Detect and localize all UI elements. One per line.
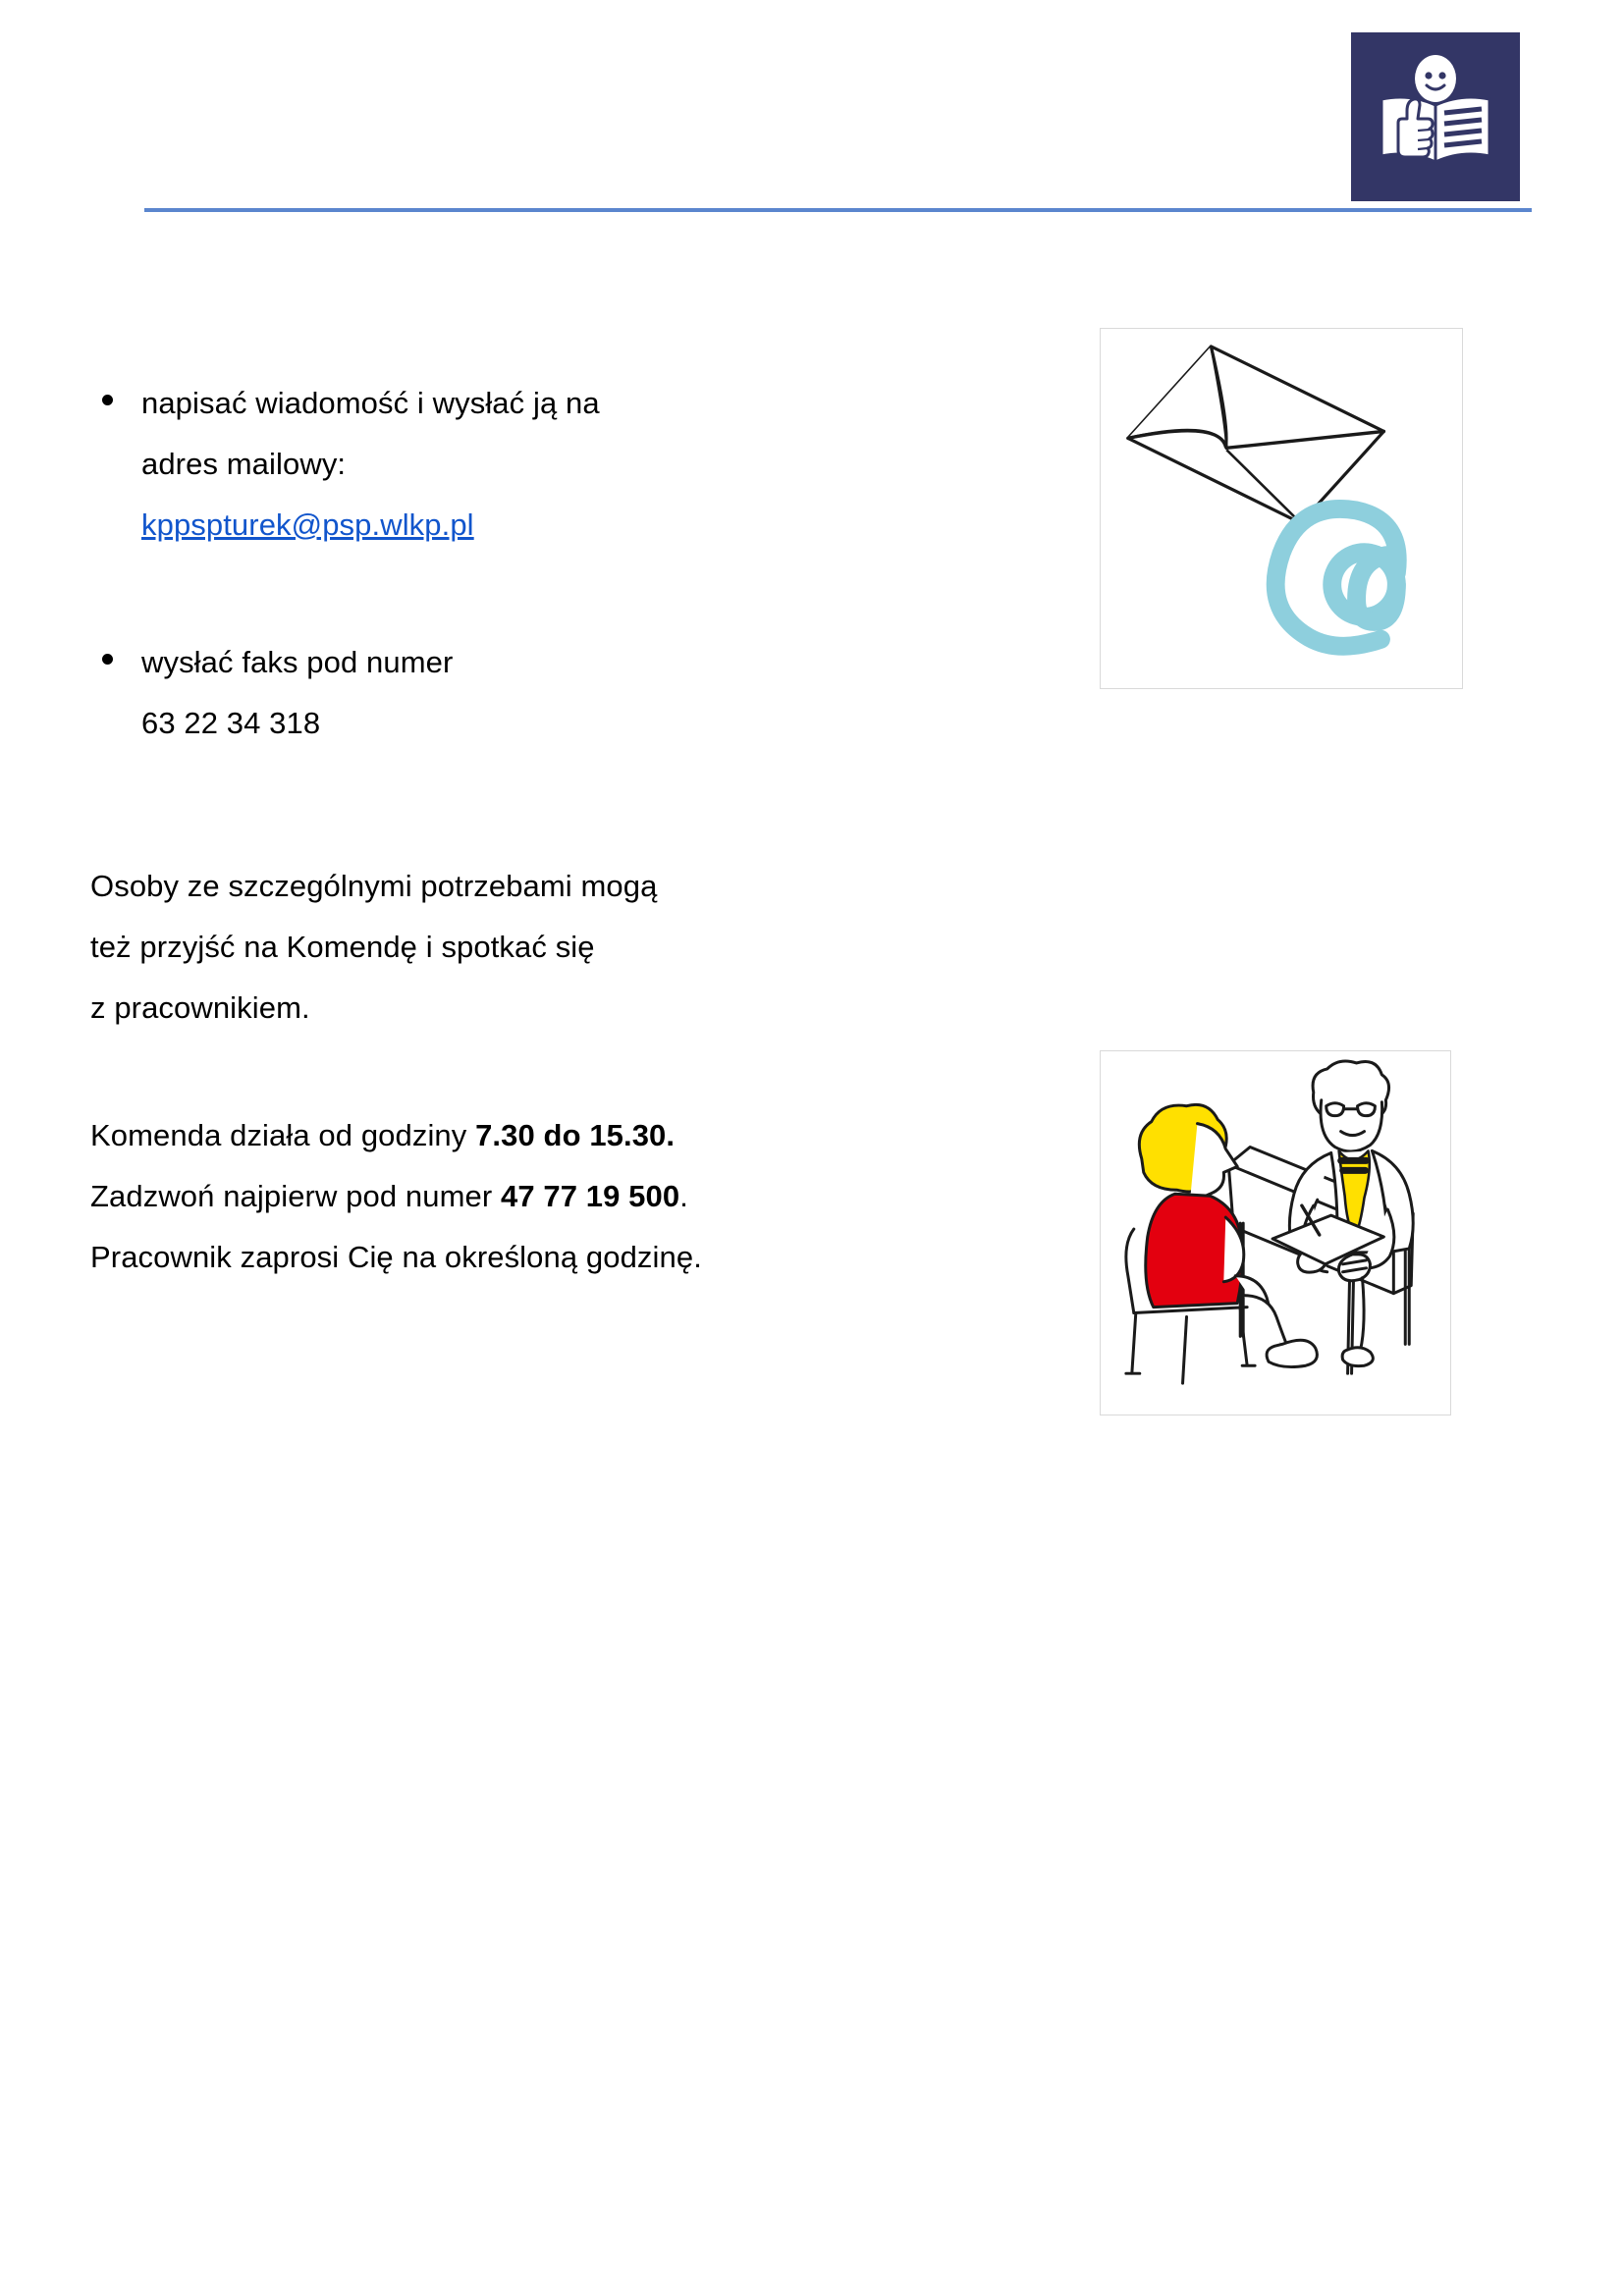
email-address-link[interactable]: kppspturek@psp.wlkp.pl [141, 507, 474, 542]
visit-line-3: z pracownikiem. [90, 990, 310, 1025]
spacer [90, 556, 974, 632]
phone-prefix: Zadzwoń najpierw pod numer [90, 1179, 501, 1213]
opening-hours-line [90, 1105, 974, 1166]
visit-line-1: Osoby ze szczególnymi potrzebami mogą [90, 869, 658, 903]
phone-number: 47 77 19 500 [500, 1179, 680, 1213]
phone-suffix: . [679, 1179, 688, 1213]
contact-methods-list [90, 373, 974, 754]
easy-to-read-logo [1351, 32, 1520, 201]
envelope-at-illustration [1100, 328, 1463, 689]
easy-to-read-logo-icon [1351, 32, 1520, 201]
phone-line [90, 1166, 974, 1227]
bullet-1-line-1: napisać wiadomość i wysłać ją na [141, 386, 600, 420]
spacer [90, 754, 974, 856]
opening-hours-prefix: Komenda działa od godziny [90, 1118, 476, 1152]
list-item [90, 373, 974, 556]
main-content [90, 373, 974, 1288]
bullet-2-line-1: wysłać faks pod numer [141, 645, 454, 679]
appointment-line: Pracownik zaprosi Cię na określoną godzinę. [90, 1240, 702, 1274]
envelope-at-icon [1101, 329, 1462, 688]
fax-number: 63 22 34 318 [141, 706, 321, 740]
spacer [90, 1039, 974, 1105]
list-item [90, 632, 974, 754]
visit-line-2: też przyjść na Komendę i spotkać się [90, 930, 595, 964]
header-divider [144, 208, 1532, 212]
visit-paragraph [90, 856, 974, 1039]
meeting-icon [1101, 1051, 1450, 1415]
bullet-1-line-2: adres mailowy: [141, 447, 347, 481]
meeting-illustration [1100, 1050, 1451, 1415]
opening-hours-value: 7.30 do 15.30. [475, 1118, 676, 1152]
email-link-line [141, 495, 974, 556]
hours-paragraph [90, 1105, 974, 1288]
